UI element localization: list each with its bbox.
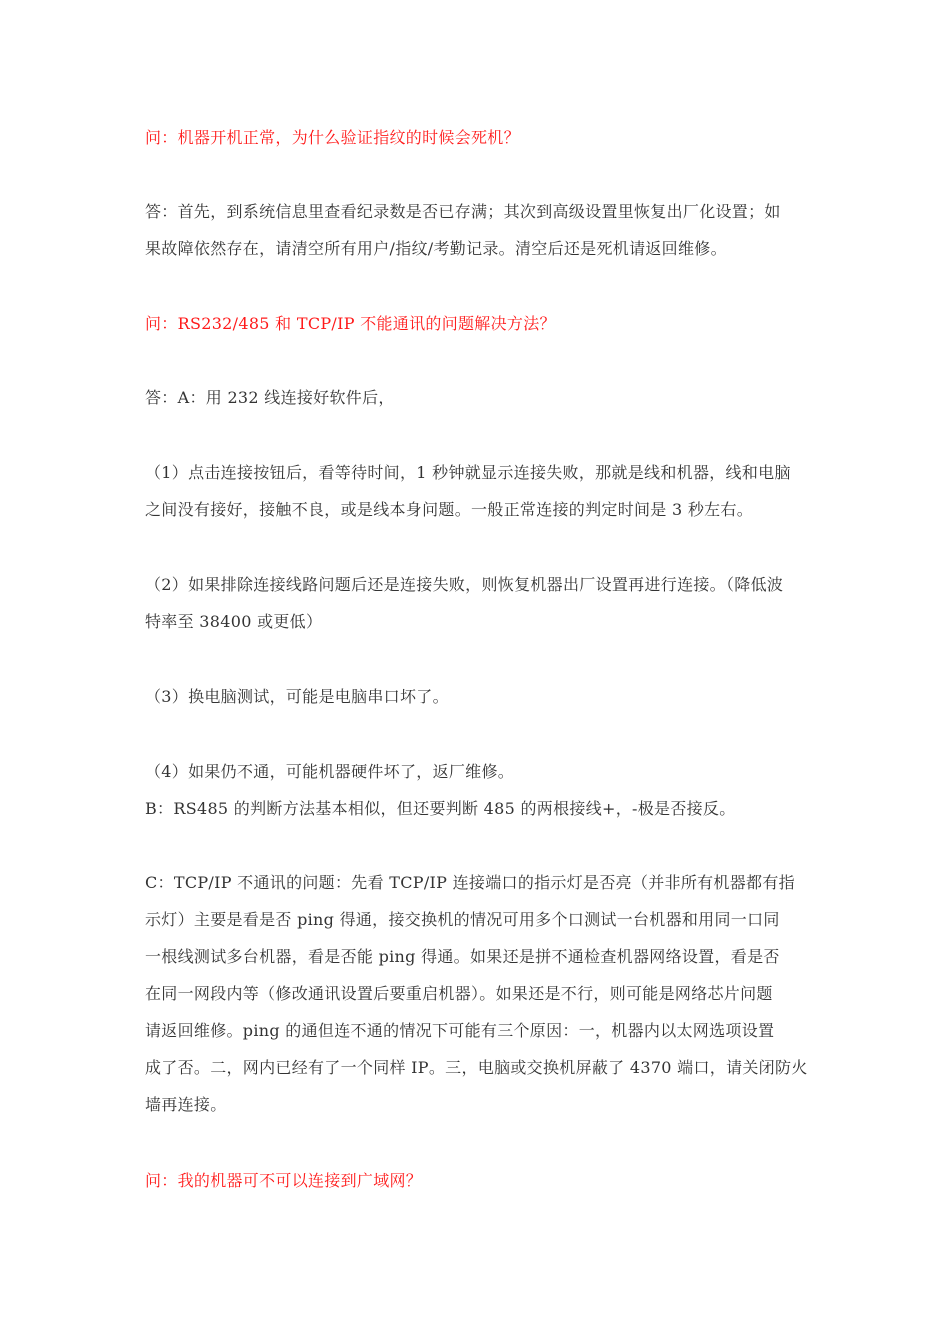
answer-2-step-2-line-2: 特率至 38400 或更低） xyxy=(145,612,323,631)
answer-1-line-2: 果故障依然存在，请清空所有用户/指纹/考勤记录。清空后还是死机请返回维修。 xyxy=(145,239,727,258)
question-2: 问：RS232/485 和 TCP/IP 不能通讯的问题解决方法？ xyxy=(145,314,556,333)
question-3: 问：我的机器可不可以连接到广域网？ xyxy=(145,1171,423,1190)
answer-2-step-2-line-1: （2）如果排除连接线路问题后还是连接失败，则恢复机器出厂设置再进行连接。（降低波 xyxy=(145,575,784,594)
answer-2-part-c-line-3: 一根线测试多台机器，看是否能 ping 得通。如果还是拼不通检查机器网络设置，看是否 xyxy=(145,947,780,966)
answer-2-part-b: B：RS485 的判断方法基本相似，但还要判断 485 的两根接线+，-极是否接反。 xyxy=(145,799,736,818)
answer-2-step-1-line-2: 之间没有接好，接触不良，或是线本身问题。一般正常连接的判定时间是 3 秒左右。 xyxy=(145,500,754,519)
answer-2-part-c-line-7: 墙再连接。 xyxy=(145,1095,227,1114)
answer-2-step-4: （4）如果仍不通，可能机器硬件坏了，返厂维修。 xyxy=(145,762,515,781)
answer-1-line-1: 答：首先，到系统信息里查看纪录数是否已存满；其次到高级设置里恢复出厂化设置；如 xyxy=(145,202,781,221)
answer-2-part-c-line-4: 在同一网段内等（修改通讯设置后要重启机器）。如果还是不行，则可能是网络芯片问题 xyxy=(145,984,773,1003)
answer-2-step-1-line-1: （1）点击连接按钮后，看等待时间，1 秒钟就显示连接失败，那就是线和机器，线和电脑 xyxy=(145,463,791,482)
question-1: 问：机器开机正常，为什么验证指纹的时候会死机？ xyxy=(145,128,520,147)
answer-2-part-c-line-5: 请返回维修。ping 的通但连不通的情况下可能有三个原因：一，机器内以太网选项设置 xyxy=(145,1021,775,1040)
answer-2-intro: 答：A：用 232 线连接好软件后， xyxy=(145,388,395,407)
answer-2-part-c-line-6: 成了否。二，网内已经有了一个同样 IP。三，电脑或交换机屏蔽了 4370 端口，请关闭防火 xyxy=(145,1058,808,1077)
answer-2-step-3: （3）换电脑测试，可能是电脑串口坏了。 xyxy=(145,687,449,706)
answer-2-part-c-line-1: C：TCP/IP 不通讯的问题：先看 TCP/IP 连接端口的指示灯是否亮（并非所有机器都有指 xyxy=(145,873,795,892)
answer-2-part-c-line-2: 示灯）主要是看是否 ping 得通，接交换机的情况可用多个口测试一台机器和用同一口同 xyxy=(145,910,780,929)
